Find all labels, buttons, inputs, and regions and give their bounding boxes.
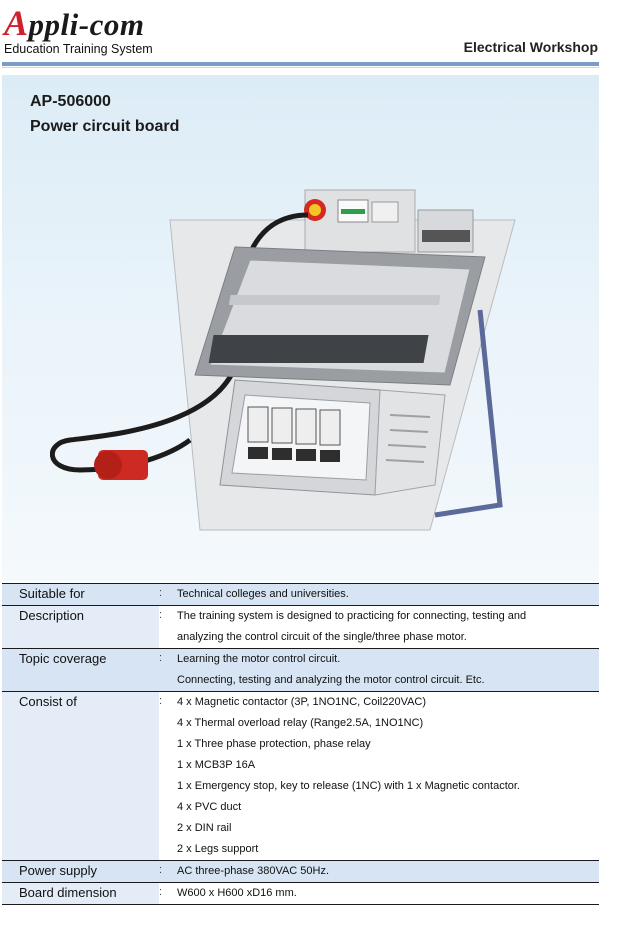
spec-value: 1 x Three phase protection, phase relay [177,738,371,750]
spec-separator: : [159,652,163,664]
spec-label: Suitable for [2,584,159,605]
spec-row-power-supply [2,861,599,883]
spec-label: Power supply [2,861,159,882]
spec-value: Learning the motor control circuit. [177,653,341,665]
spec-value: AC three-phase 380VAC 50Hz. [177,865,330,877]
spec-row-consist-of [2,692,599,861]
spec-row-topic-coverage [2,649,599,692]
header-divider [2,62,599,66]
product-code: AP-506000 [30,93,111,110]
spec-value: 2 x Legs support [177,843,259,855]
spec-separator: : [159,609,163,621]
spec-value: W600 x H600 xD16 mm. [177,887,297,899]
spec-value: analyzing the control circuit of the single/three phase motor. [177,631,467,643]
section-title: Electrical Workshop [463,39,598,55]
spec-separator: : [159,695,163,707]
spec-label: Board dimension [2,883,159,904]
spec-value: 2 x DIN rail [177,822,232,834]
spec-row-board-dimension [2,883,599,905]
header-divider-thin [2,67,599,68]
brand-logo [4,2,174,58]
spec-row-description [2,606,599,649]
spec-table [2,583,599,905]
spec-value: 1 x MCB3P 16A [177,759,256,771]
logo-wordmark: Appli-com [4,3,145,43]
product-image [50,185,530,545]
spec-separator: : [159,587,163,599]
spec-separator: : [159,864,163,876]
spec-value: Connecting, testing and analyzing the motor control circuit. Etc. [177,674,485,686]
spec-value: 4 x Thermal overload relay (Range2.5A, 1NO1NC) [177,717,424,729]
product-name: Power circuit board [30,118,180,135]
spec-row-suitable-for [2,583,599,606]
spec-value: 4 x Magnetic contactor (3P, 1NO1NC, Coil220VAC) [177,696,427,708]
logo-subtitle: Education Training System [4,42,153,56]
spec-value: Technical colleges and universities. [177,588,349,600]
spec-label: Consist of [2,692,159,860]
spec-label: Topic coverage [2,649,159,691]
spec-value: 1 x Emergency stop, key to release (1NC) with 1 x Magnetic contactor. [177,780,520,792]
spec-separator: : [159,886,163,898]
spec-value: 4 x PVC duct [177,801,242,813]
spec-label: Description [2,606,159,648]
spec-value: The training system is designed to practicing for connecting, testing and [177,610,527,622]
